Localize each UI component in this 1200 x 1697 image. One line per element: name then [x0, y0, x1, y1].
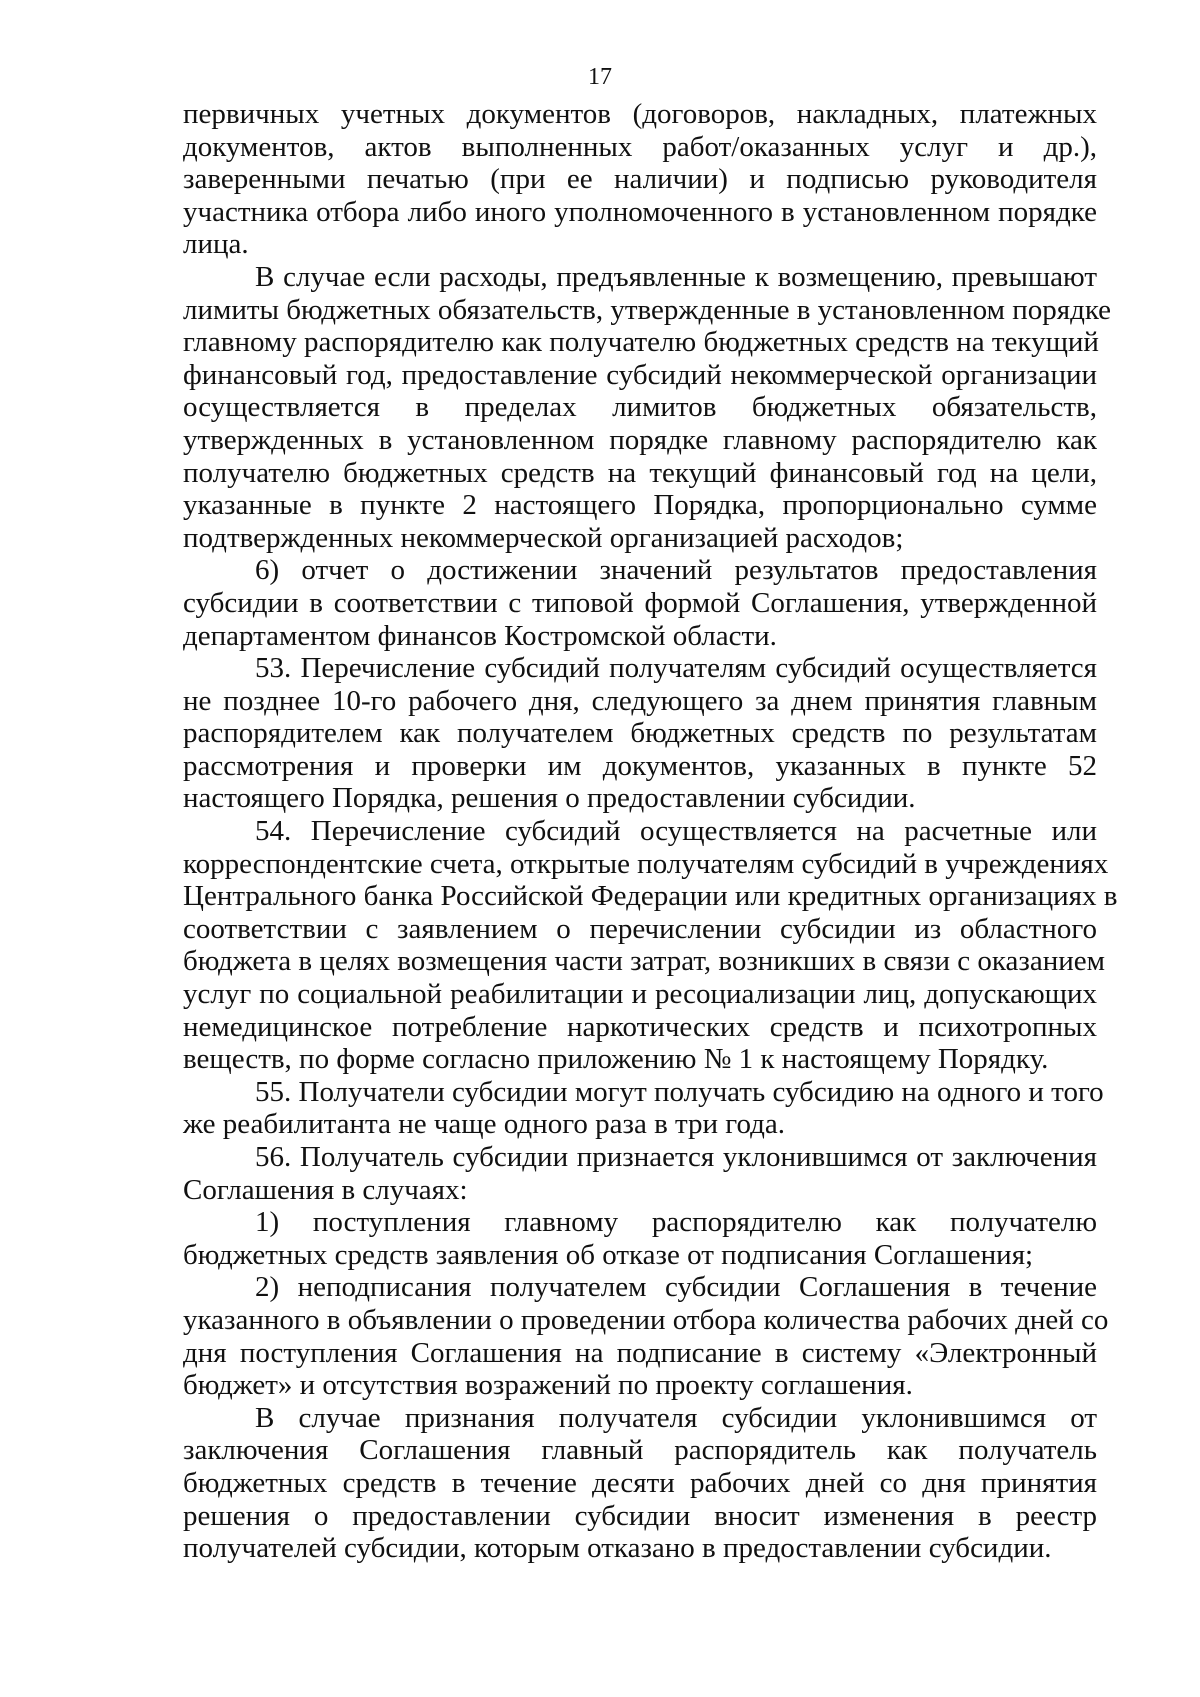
paragraph-expense-limits: [183, 260, 1112, 554]
text-line: немедицинское потребление наркотических средств и психотропных: [183, 1010, 1097, 1043]
text-line: лимиты бюджетных обязательств, утвержденные в установленном порядке: [183, 293, 1112, 326]
text-line: бюджета в целях возмещения части затрат, возникших в связи с оказанием: [183, 945, 1105, 978]
text-line: осуществляется в пределах лимитов бюджетных обязательств,: [183, 391, 1097, 424]
text-line: 54. Перечисление субсидий осуществляется на расчетные или: [255, 815, 1097, 848]
text-line: В случае если расходы, предъявленные к возмещению, превышают: [255, 260, 1097, 293]
paragraph-53: [183, 652, 1097, 815]
text-line: 2) неподписания получателем субсидии Соглашения в течение: [255, 1271, 1097, 1304]
paragraph-55: [183, 1075, 1104, 1141]
paragraph-continuation: [183, 98, 1097, 261]
text-line: субсидии в соответствии с типовой формой Соглашения, утвержденной: [183, 586, 1097, 619]
text-line: услуг по социальной реабилитации и ресоциализации лиц, допускающих: [183, 978, 1097, 1011]
text-line: участника отбора либо иного уполномоченного в установленном порядке: [183, 195, 1097, 228]
text-line: первичных учетных документов (договоров, накладных, платежных: [183, 98, 1097, 130]
page-number: 17: [588, 64, 612, 90]
text-line: бюджетных средств заявления об отказе от подписания Соглашения;: [183, 1238, 1034, 1271]
text-line: решения о предоставлении субсидии вносит изменения в реестр: [183, 1499, 1097, 1532]
text-line: Центрального банка Российской Федерации или кредитных организациях в: [183, 880, 1118, 913]
paragraph-54: [183, 815, 1118, 1076]
text-line: корреспондентские счета, открытые получателям субсидий в учреждениях: [183, 847, 1109, 880]
text-line: лица.: [183, 228, 249, 261]
text-line: указанные в пункте 2 настоящего Порядка, пропорционально сумме: [183, 489, 1097, 522]
text-line: бюджетных средств в течение десяти рабочих дней со дня принятия: [183, 1466, 1097, 1499]
text-line: заключения Соглашения главный распорядитель как получатель: [183, 1434, 1097, 1467]
paragraph-56-case-2: [183, 1271, 1109, 1402]
text-line: получателю бюджетных средств на текущий финансовый год на цели,: [183, 456, 1097, 489]
text-line: 56. Получатель субсидии признается уклонившимся от заключения: [255, 1141, 1097, 1173]
text-line: не позднее 10-го рабочего дня, следующего за днем принятия главным: [183, 684, 1097, 717]
text-line: 53. Перечисление субсидий получателям субсидий осуществляется: [255, 652, 1097, 685]
text-line: 6) отчет о достижении значений результатов предоставления: [255, 554, 1097, 587]
text-line: Соглашения в случаях:: [183, 1173, 468, 1206]
text-line: финансовый год, предоставление субсидий некоммерческой организации: [183, 358, 1097, 391]
text-line: главному распорядителю как получателю бюджетных средств на текущий: [183, 326, 1099, 359]
text-line: настоящего Порядка, решения о предоставлении субсидии.: [183, 782, 916, 815]
text-line: получателей субсидии, которым отказано в предоставлении субсидии.: [183, 1532, 1052, 1565]
text-line: бюджет» и отсутствия возражений по проекту соглашения.: [183, 1369, 913, 1402]
text-line: рассмотрения и проверки им документов, указанных в пункте 52: [183, 749, 1097, 782]
text-line: распорядителем как получателем бюджетных средств по результатам: [183, 717, 1097, 750]
text-line: указанного в объявлении о проведении отбора количества рабочих дней со: [183, 1303, 1109, 1336]
text-line: департаментом финансов Костромской области.: [183, 619, 777, 652]
text-line: веществ, по форме согласно приложению № 1 к настоящему Порядку.: [183, 1043, 1049, 1076]
text-line: дня поступления Соглашения на подписание в систему «Электронный: [183, 1336, 1097, 1369]
paragraph-item-6: [183, 554, 1097, 652]
text-line: В случае признания получателя субсидии уклонившимся от: [255, 1401, 1097, 1434]
text-line: подтвержденных некоммерческой организацией расходов;: [183, 521, 904, 554]
text-line: 55. Получатели субсидии могут получать субсидию на одного и того: [255, 1075, 1104, 1108]
text-line: же реабилитанта не чаще одного раза в три года.: [183, 1108, 786, 1141]
text-line: соответствии с заявлением о перечислении субсидии из областного: [183, 912, 1097, 945]
paragraph-refusal-registry: [183, 1402, 1097, 1565]
text-line: документов, актов выполненных работ/оказанных услуг и др.),: [183, 130, 1097, 163]
paragraph-56: [183, 1141, 1097, 1206]
text-line: утвержденных в установленном порядке главному распорядителю как: [183, 423, 1097, 456]
paragraph-56-case-1: [183, 1206, 1097, 1271]
text-line: заверенными печатью (при ее наличии) и подписью руководителя: [183, 163, 1097, 196]
document-body: [183, 98, 1118, 1565]
text-line: 1) поступления главному распорядителю как получателю: [255, 1206, 1097, 1239]
